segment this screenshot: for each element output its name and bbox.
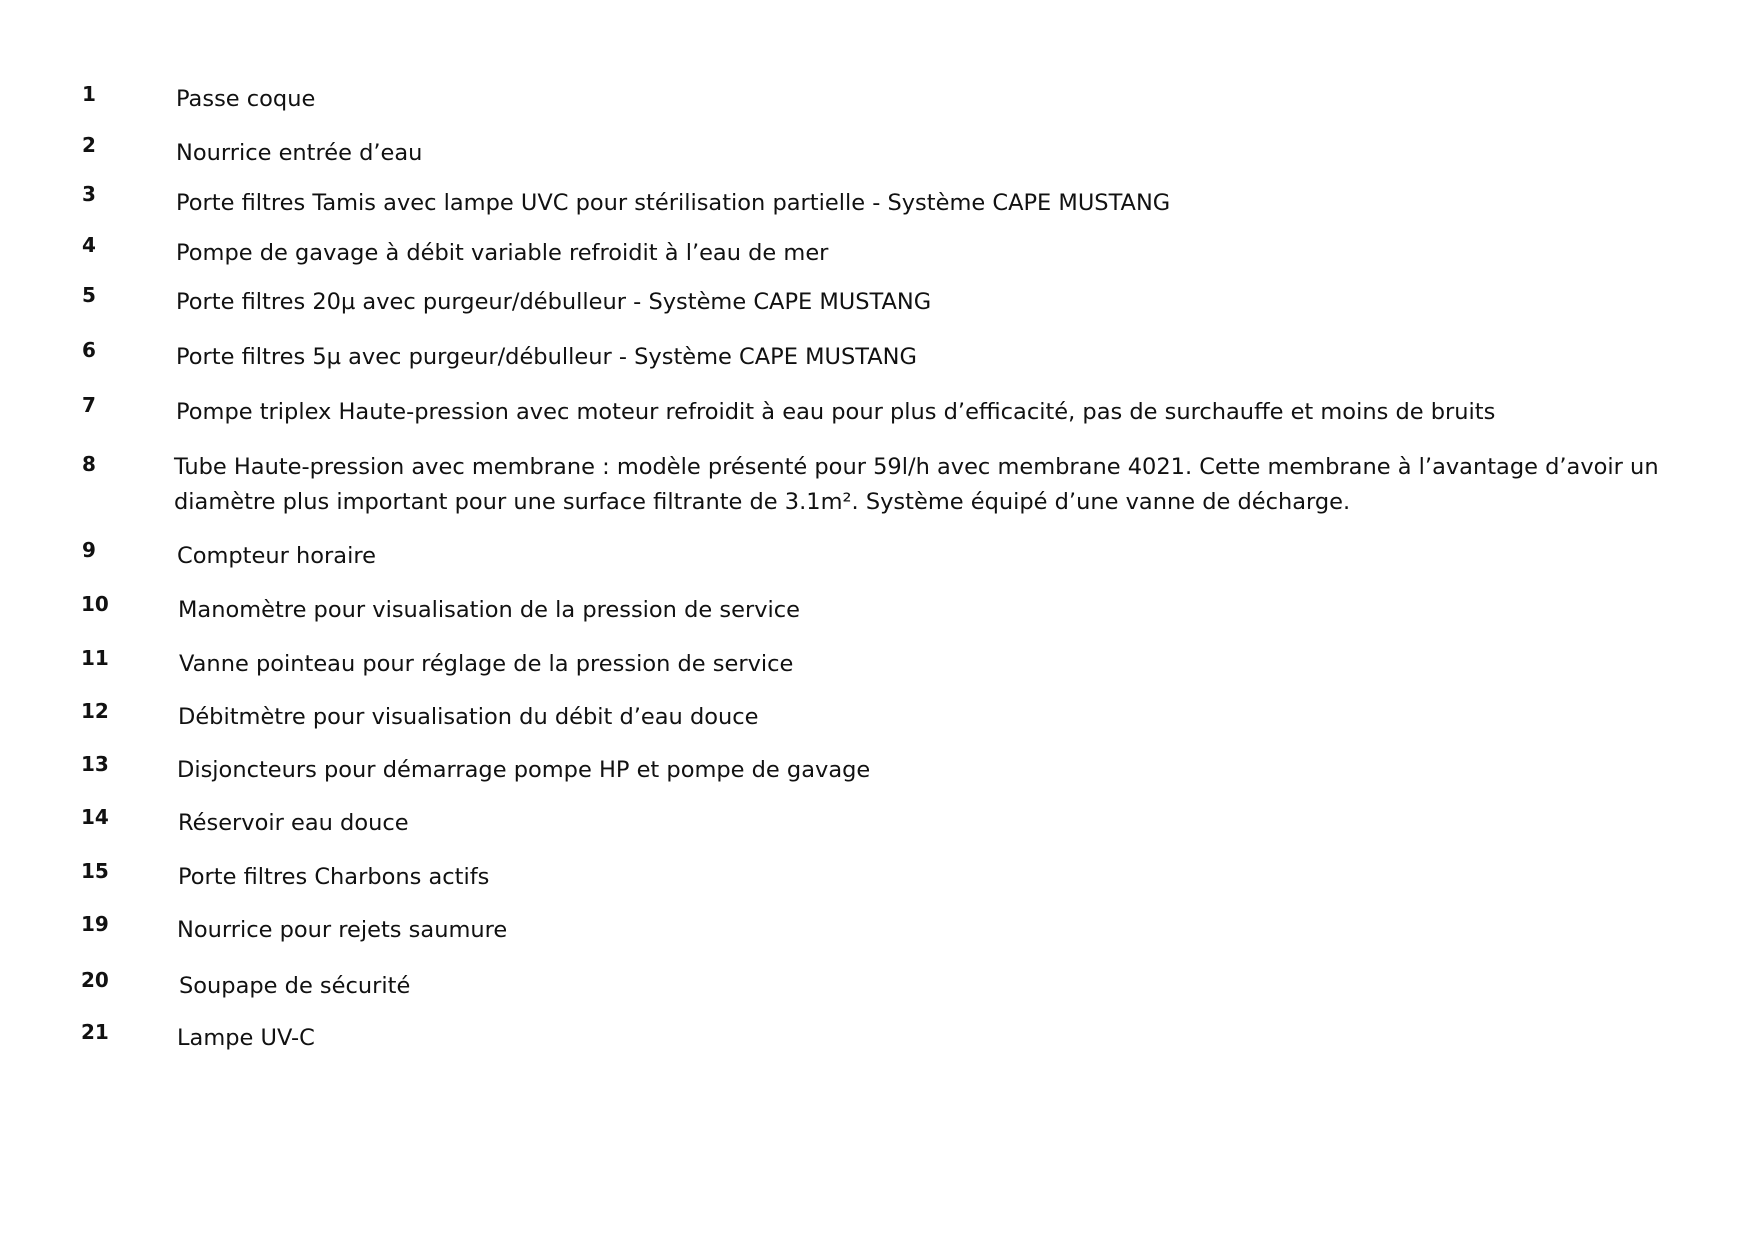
item-description: Débitmètre pour visualisation du débit d’eau douce <box>178 704 759 730</box>
item-number: 3 <box>82 182 96 206</box>
item-description: Manomètre pour visualisation de la pression de service <box>178 597 800 623</box>
item-number: 20 <box>81 968 109 992</box>
item-description: Réservoir eau douce <box>178 810 409 836</box>
item-number: 12 <box>81 699 109 723</box>
item-description: Passe coque <box>176 86 316 112</box>
item-number: 8 <box>82 452 96 476</box>
item-description: Pompe de gavage à débit variable refroidit à l’eau de mer <box>176 240 829 266</box>
item-description: Porte filtres Tamis avec lampe UVC pour stérilisation partielle - Système CAPE MUSTANG <box>176 190 1171 216</box>
item-description: Lampe UV-C <box>177 1025 315 1051</box>
item-description: Porte filtres 20µ avec purgeur/débulleur - Système CAPE MUSTANG <box>176 289 932 315</box>
item-number: 1 <box>82 82 96 106</box>
item-description: Soupape de sécurité <box>179 973 411 999</box>
item-number: 4 <box>82 233 96 257</box>
item-number: 15 <box>81 859 109 883</box>
item-description: Compteur horaire <box>177 543 376 569</box>
item-number: 13 <box>81 752 109 776</box>
item-number: 10 <box>81 592 109 616</box>
item-description: Disjoncteurs pour démarrage pompe HP et pompe de gavage <box>177 757 871 783</box>
item-description: Porte filtres 5µ avec purgeur/débulleur - Système CAPE MUSTANG <box>176 344 917 370</box>
item-description: Pompe triplex Haute-pression avec moteur refroidit à eau pour plus d’efficacité, pas de surchauffe et moins de bruits <box>176 399 1496 425</box>
item-description: Vanne pointeau pour réglage de la pression de service <box>179 651 794 677</box>
item-description: Nourrice entrée d’eau <box>176 140 423 166</box>
item-number: 9 <box>82 538 96 562</box>
item-number: 7 <box>82 393 96 417</box>
item-description: Porte filtres Charbons actifs <box>178 864 490 890</box>
item-number: 11 <box>81 646 109 670</box>
item-number: 21 <box>81 1020 109 1044</box>
item-number: 2 <box>82 133 96 157</box>
item-number: 19 <box>81 912 109 936</box>
item-description: Nourrice pour rejets saumure <box>177 917 508 943</box>
item-description: Tube Haute-pression avec membrane : modèle présenté pour 59l/h avec membrane 4021. Cette membrane à l’avantage d’avoir un diamètre plus important pour une surface filtrante de 3.1m². Système équipé d’une vanne de décharge. <box>174 454 1659 515</box>
item-number: 14 <box>81 805 109 829</box>
item-number: 6 <box>82 338 96 362</box>
item-number: 5 <box>82 283 96 307</box>
